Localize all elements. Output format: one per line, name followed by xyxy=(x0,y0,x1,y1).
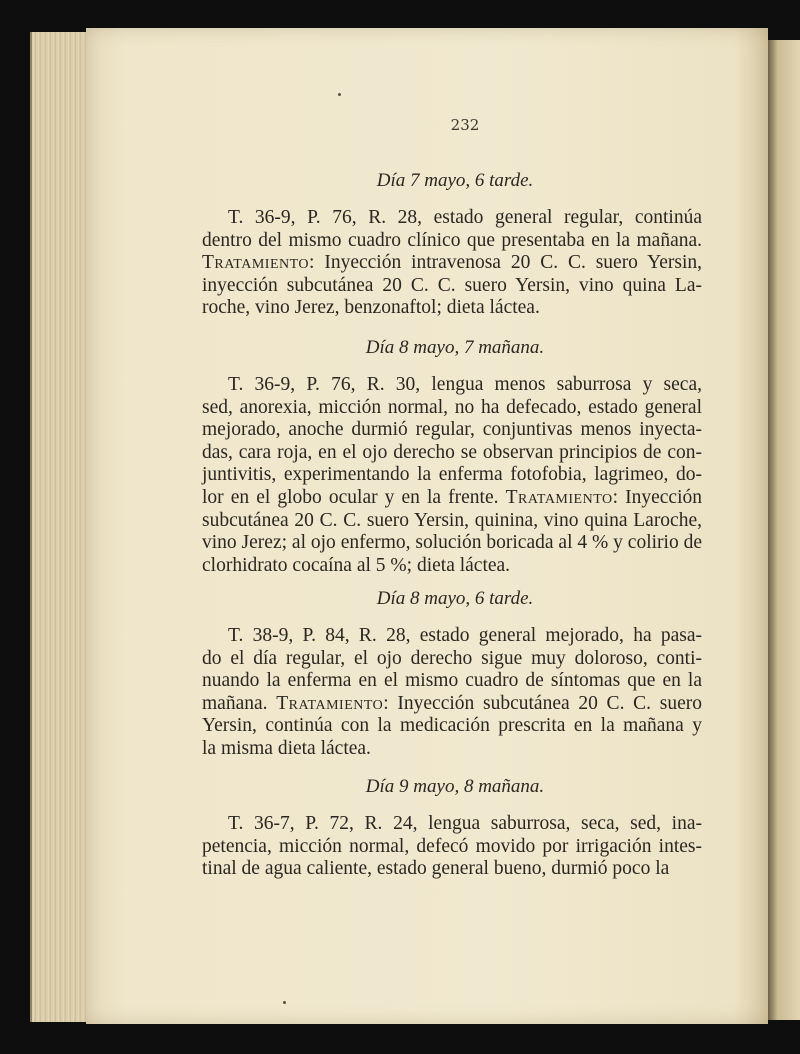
text-line: nuando la enferma en el mismo cuadro de síntomas que en la xyxy=(202,670,702,692)
small-caps-term: Tratamiento xyxy=(276,692,384,714)
paper-speck xyxy=(338,93,341,96)
text-line: Tratamiento: Inyección intravenosa 20 C. C. suero Yersin, xyxy=(202,252,702,274)
text-line: Yersin, continúa con la medicación prescrita en la mañana y xyxy=(202,715,702,737)
text-line: tinal de agua caliente, estado general bueno, durmió poco la xyxy=(202,858,670,880)
text-line: la misma dieta láctea. xyxy=(202,737,371,759)
text-line: vino Jerez; al ojo enfermo, solución boricada al 4 % y colirio de xyxy=(202,532,702,554)
text-line: petencia, micción normal, defecó movido por irrigación intes- xyxy=(202,835,702,857)
page-number: 232 xyxy=(450,116,480,134)
entry-heading: Día 8 mayo, 6 tarde. xyxy=(376,588,534,609)
text-line: subcutánea 20 C. C. suero Yersin, quinina, vino quina Laroche, xyxy=(202,509,702,531)
text-line: do el día regular, el ojo derecho sigue muy doloroso, conti- xyxy=(202,647,702,669)
entry-paragraph xyxy=(202,813,702,881)
text-line: T. 36-9, P. 76, R. 30, lengua menos saburrosa y seca, xyxy=(228,374,702,395)
entry-heading: Día 9 mayo, 8 mañana. xyxy=(365,776,545,797)
text-line: mejorado, anoche durmió regular, conjuntivas menos inyecta- xyxy=(202,419,702,441)
text-line: T. 36-9, P. 76, R. 28, estado general regular, continúa xyxy=(228,207,702,228)
entry-paragraph xyxy=(202,625,702,761)
small-caps-term: Tratamiento xyxy=(505,486,613,508)
text-line: juntivitis, experimentando la enferma fotofobia, lagrimeo, do- xyxy=(202,464,702,486)
entry-paragraph xyxy=(202,374,702,577)
small-caps-term: Tratamiento xyxy=(202,252,310,274)
text-line: T. 38-9, P. 84, R. 28, estado general mejorado, ha pasa- xyxy=(228,625,702,646)
entry-heading: Día 7 mayo, 6 tarde. xyxy=(376,170,534,191)
text-line: das, cara roja, en el ojo derecho se observan principios de con- xyxy=(202,441,702,463)
entry-paragraph xyxy=(202,207,702,320)
paper-speck xyxy=(283,1001,286,1004)
entry-heading: Día 8 mayo, 7 mañana. xyxy=(365,337,545,358)
text-line: dentro del mismo cuadro clínico que presentaba en la mañana. xyxy=(202,229,702,251)
book-page-edges xyxy=(30,32,94,1022)
text-line: inyección subcutánea 20 C. C. suero Yersin, vino quina La- xyxy=(202,274,702,296)
text-line: sed, anorexia, micción normal, no ha defecado, estado general xyxy=(202,396,702,418)
next-page-edge xyxy=(768,40,800,1020)
text-line: T. 36-7, P. 72, R. 24, lengua saburrosa, seca, sed, ina- xyxy=(228,813,702,834)
text-line: mañana. Tratamiento: Inyección subcutánea 20 C. C. suero xyxy=(202,692,702,714)
text-line: roche, vino Jerez, benzonaftol; dieta láctea. xyxy=(202,297,540,319)
text-line: lor en el globo ocular y en la frente. Tratamiento: Inyección xyxy=(202,486,702,508)
text-line: clorhidrato cocaína al 5 %; dieta láctea. xyxy=(202,554,511,576)
